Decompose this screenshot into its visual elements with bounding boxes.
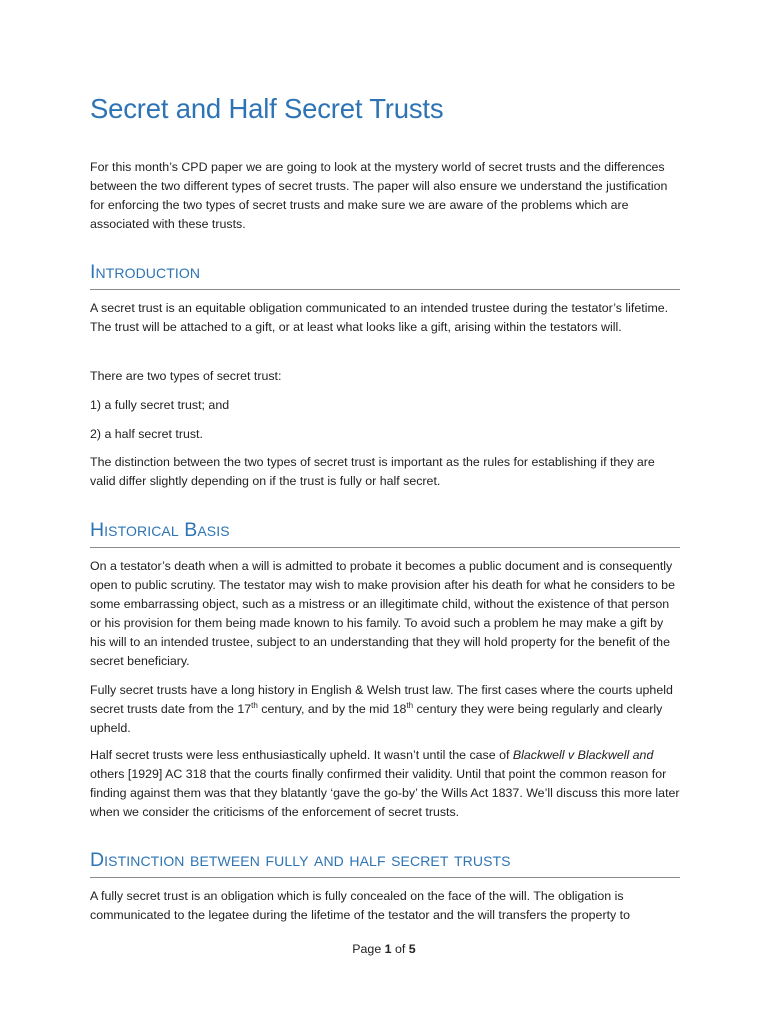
introduction-paragraph-5: The distinction between the two types of secret trust is important as the rules for establishing if they are valid differ slightly depending on if the trust is fully or half secret. bbox=[90, 455, 655, 488]
current-page-number: 1 bbox=[384, 942, 392, 956]
historical-p2-text-a: Fully secret trusts have a long history in English & Welsh trust law. The first cases where the courts upheld secret trusts date from the 17 bbox=[90, 683, 673, 716]
footer-prefix: Page bbox=[352, 942, 385, 956]
document-title: Secret and Half Secret Trusts bbox=[90, 93, 444, 124]
historical-p3-text-b: others [1929] AC 318 that the courts finally confirmed their validity. Until that point the common reason for finding against them was that they blatantly ‘gave the go-by’ the Wills Act 1837. We’ll discuss this more later when we consider the criticisms of the enforcement of secret trusts. bbox=[90, 767, 680, 819]
historical-p2-text-b: century, and by the mid 18 bbox=[257, 702, 407, 716]
ordinal-suffix: th bbox=[406, 700, 414, 710]
introduction-paragraph-2: There are two types of secret trust: bbox=[90, 369, 282, 383]
historical-paragraph-2 bbox=[90, 681, 680, 738]
historical-paragraph-3 bbox=[90, 746, 680, 822]
case-citation: Blackwell v Blackwell and bbox=[512, 748, 654, 762]
total-page-count: 5 bbox=[408, 942, 416, 956]
footer-middle: of bbox=[391, 942, 409, 956]
introduction-list-item-2: 2) a half secret trust. bbox=[90, 427, 203, 441]
heading-distinction: Distinction between fully and half secret trusts bbox=[90, 849, 680, 878]
heading-introduction: Introduction bbox=[90, 261, 680, 290]
historical-p2-text-c: century they were being regularly and clearly upheld. bbox=[90, 702, 663, 735]
historical-p3-text-a: Half secret trusts were less enthusiastically upheld. It wasn’t until the case of bbox=[90, 748, 513, 762]
page-footer bbox=[0, 942, 768, 956]
ordinal-suffix: th bbox=[251, 700, 258, 710]
introduction-paragraph-1: A secret trust is an equitable obligation communicated to an intended trustee during the testator’s lifetime. The trust will be attached to a gift, or at least what looks like a gift, arising within the testators will. bbox=[90, 301, 669, 334]
introduction-list-item-1: 1) a fully secret trust; and bbox=[90, 398, 230, 412]
historical-paragraph-1: On a testator’s death when a will is admitted to probate it becomes a public document and is consequently open to public scrutiny. The testator may wish to make provision after his death for what he considers to be some embarrassing object, such as a mistress or an illegitimate child, without the existence of that person or his provision for them being made known to his family. To avoid such a problem he may make a gift by his will to an intended trustee, subject to an understanding that they will hold property for the benefit of the secret beneficiary. bbox=[90, 559, 675, 668]
heading-historical-basis: Historical Basis bbox=[90, 519, 680, 548]
intro-paragraph: For this month’s CPD paper we are going to look at the mystery world of secret trusts and the differences between the two different types of secret trusts. The paper will also ensure we understand the justification for enforcing the two types of secret trusts and make sure we are aware of the problems which are associated with these trusts. bbox=[90, 160, 668, 231]
distinction-paragraph-1: A fully secret trust is an obligation which is fully concealed on the face of the will. The obligation is communicated to the legatee during the lifetime of the testator and the will transfers the property to bbox=[90, 889, 630, 922]
